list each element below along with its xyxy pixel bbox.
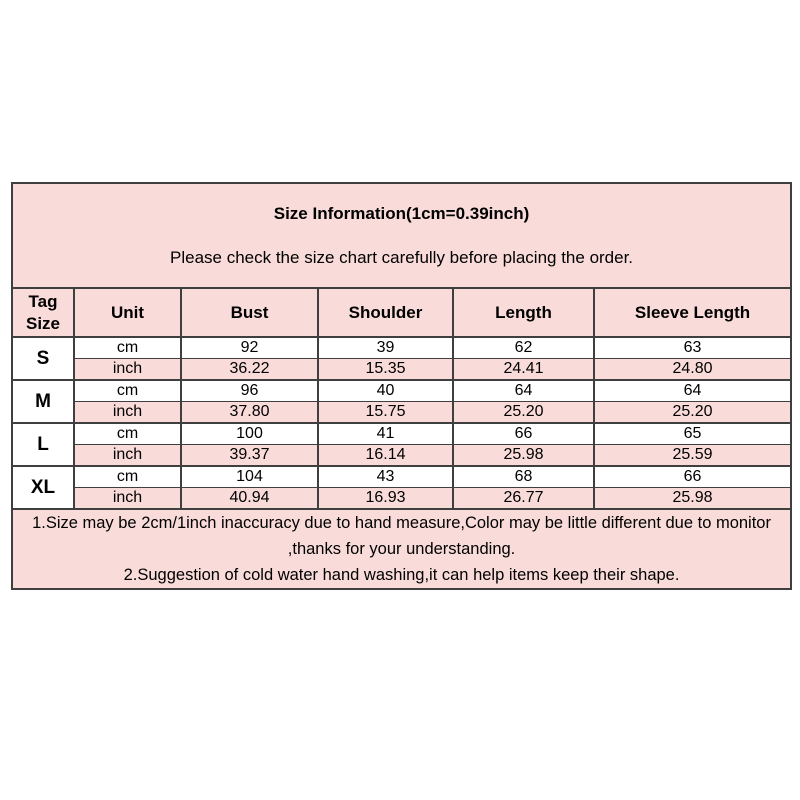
measure-value: 16.93 xyxy=(318,488,453,510)
unit-label: inch xyxy=(74,488,181,510)
title-row xyxy=(12,183,791,288)
measure-value: 40.94 xyxy=(181,488,318,510)
header-shoulder: Shoulder xyxy=(318,288,453,337)
unit-label: cm xyxy=(74,466,181,488)
measure-value: 104 xyxy=(181,466,318,488)
measure-value: 24.41 xyxy=(453,359,594,381)
notes-block xyxy=(12,509,791,589)
measure-value: 43 xyxy=(318,466,453,488)
measure-value: 25.20 xyxy=(594,402,791,424)
measure-value: 92 xyxy=(181,337,318,359)
unit-label: cm xyxy=(74,380,181,402)
measure-value: 16.14 xyxy=(318,445,453,467)
unit-label: cm xyxy=(74,337,181,359)
tag-cell-m: M xyxy=(12,380,74,423)
table-row xyxy=(12,359,791,381)
measure-value: 24.80 xyxy=(594,359,791,381)
measure-value: 66 xyxy=(453,423,594,445)
tag-cell-xl: XL xyxy=(12,466,74,509)
measure-value: 100 xyxy=(181,423,318,445)
measure-value: 62 xyxy=(453,337,594,359)
measure-value: 40 xyxy=(318,380,453,402)
measure-value: 15.35 xyxy=(318,359,453,381)
header-length: Length xyxy=(453,288,594,337)
measure-value: 96 xyxy=(181,380,318,402)
measure-value: 68 xyxy=(453,466,594,488)
title-block xyxy=(12,183,791,288)
note-2: 2.Suggestion of cold water hand washing,it can help items keep their shape. xyxy=(123,566,680,584)
tag-cell-s: S xyxy=(12,337,74,380)
measure-value: 65 xyxy=(594,423,791,445)
notes-row xyxy=(12,509,791,589)
table-row xyxy=(12,337,791,359)
measure-value: 39.37 xyxy=(181,445,318,467)
page-subtitle: Please check the size chart carefully before placing the order. xyxy=(170,247,634,267)
unit-label: inch xyxy=(74,445,181,467)
measure-value: 39 xyxy=(318,337,453,359)
measure-value: 66 xyxy=(594,466,791,488)
measure-value: 41 xyxy=(318,423,453,445)
measure-value: 25.98 xyxy=(453,445,594,467)
unit-label: inch xyxy=(74,402,181,424)
table-row xyxy=(12,380,791,402)
measure-value: 25.59 xyxy=(594,445,791,467)
unit-label: cm xyxy=(74,423,181,445)
measure-value: 36.22 xyxy=(181,359,318,381)
measure-value: 37.80 xyxy=(181,402,318,424)
measure-value: 64 xyxy=(594,380,791,402)
note-1: 1.Size may be 2cm/1inch inaccuracy due to hand measure,Color may be little different due to monitor ,thanks for your understanding. xyxy=(32,514,771,558)
tag-cell-l: L xyxy=(12,423,74,466)
measure-value: 26.77 xyxy=(453,488,594,510)
size-table xyxy=(11,182,792,590)
size-chart xyxy=(11,182,790,590)
measure-value: 64 xyxy=(453,380,594,402)
table-row xyxy=(12,423,791,445)
table-row xyxy=(12,466,791,488)
header-tag-size: Tag Size xyxy=(12,288,74,337)
page-title: Size Information(1cm=0.39inch) xyxy=(273,203,530,223)
header-sleeve-length: Sleeve Length xyxy=(594,288,791,337)
measure-value: 25.98 xyxy=(594,488,791,510)
header-bust: Bust xyxy=(181,288,318,337)
table-row xyxy=(12,445,791,467)
measure-value: 25.20 xyxy=(453,402,594,424)
table-header-row xyxy=(12,288,791,337)
header-unit: Unit xyxy=(74,288,181,337)
measure-value: 63 xyxy=(594,337,791,359)
table-row xyxy=(12,402,791,424)
table-row xyxy=(12,488,791,510)
unit-label: inch xyxy=(74,359,181,381)
measure-value: 15.75 xyxy=(318,402,453,424)
